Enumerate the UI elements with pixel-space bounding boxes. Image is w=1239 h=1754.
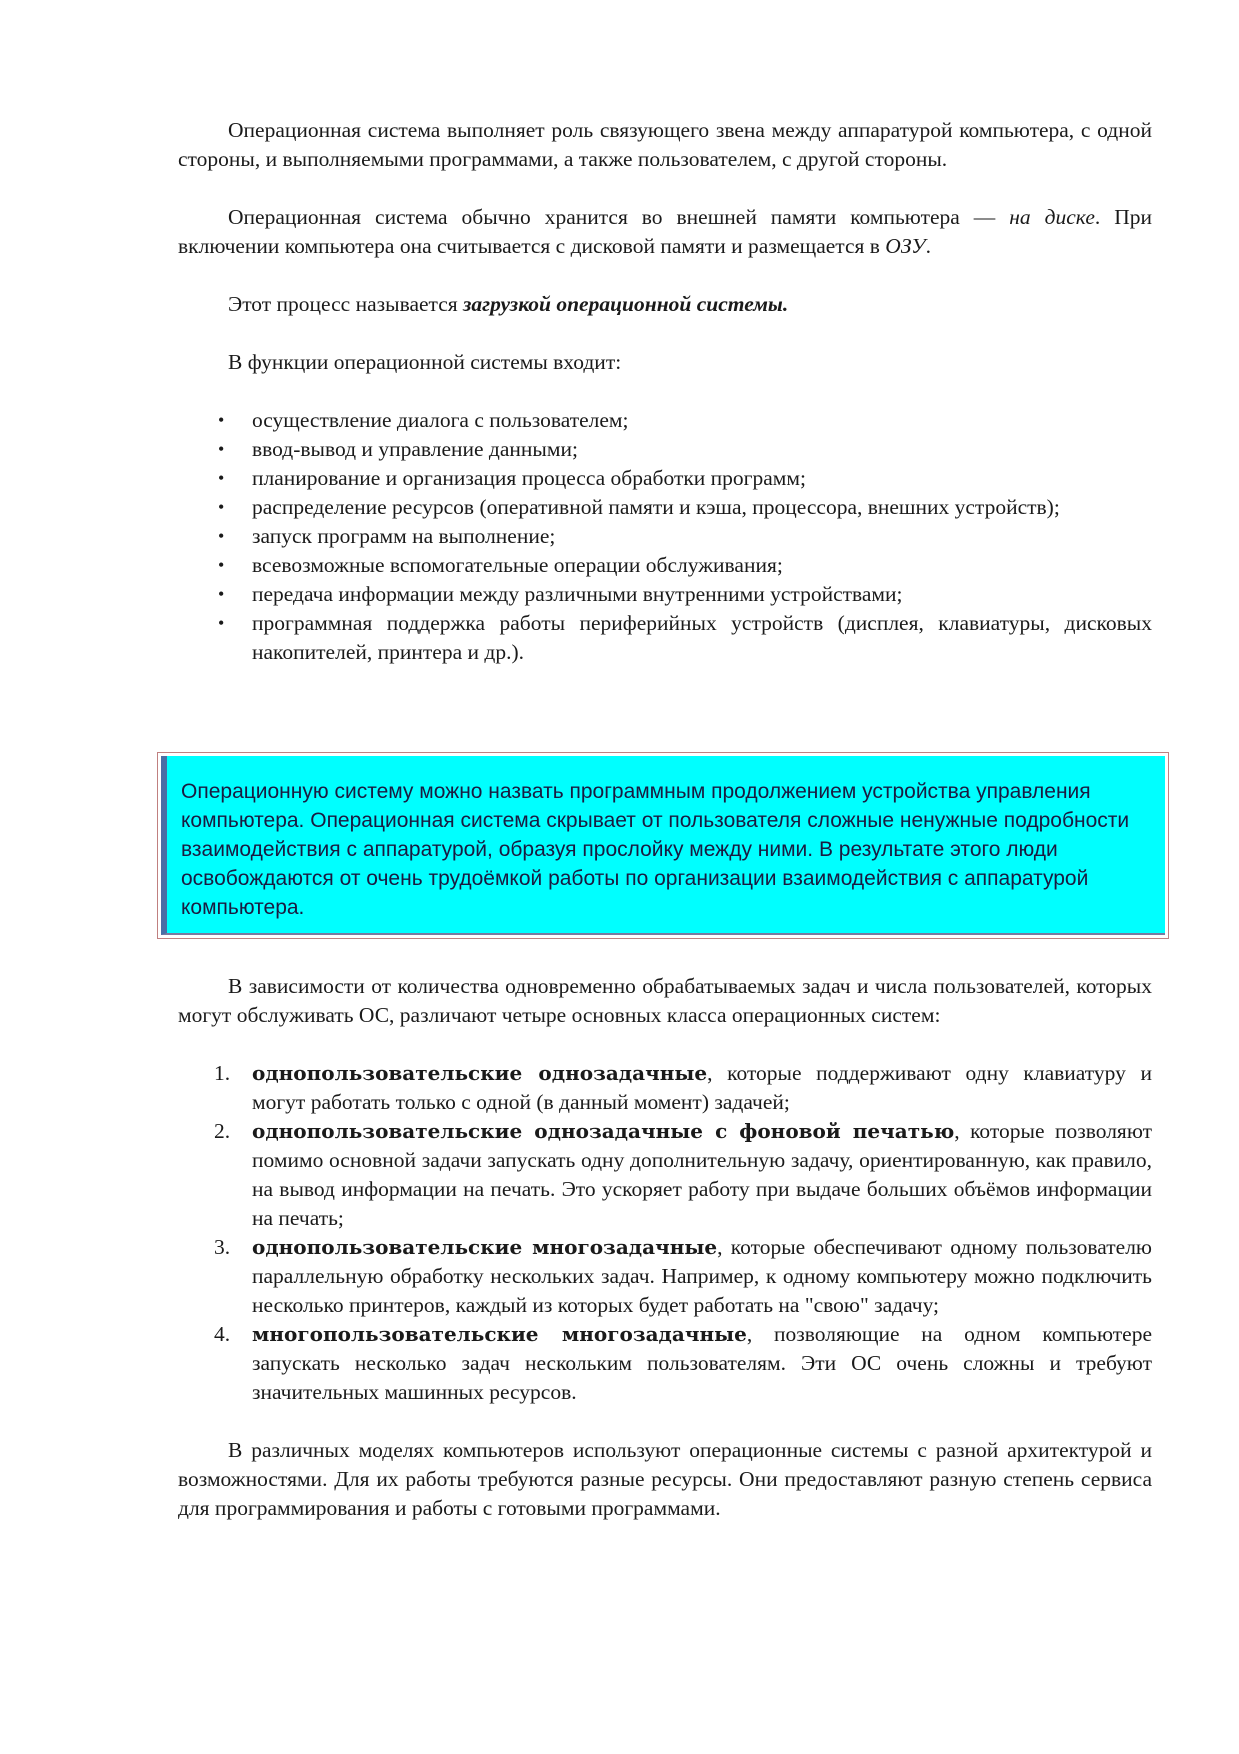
list-item-text: запуск программ на выполнение; <box>252 524 556 548</box>
paragraph-os-storage-text-a: Операционная система обычно хранится во внешней памяти компьютера — <box>228 205 1010 229</box>
list-item <box>178 551 1152 580</box>
list-item-text: программная поддержка работы периферийных устройств (дисплея, клавиатуры, дисковых накопителей, принтера и др.). <box>252 611 1152 664</box>
list-item <box>178 522 1152 551</box>
os-class-desc: , которые позволяют помимо основной задачи запускать одну дополнительную задачу, ориентированную, как правило, на вывод информации на печать. Это ускоряет работу при выдаче больших объёмов информации на печать; <box>252 1119 1152 1230</box>
list-item <box>178 435 1152 464</box>
bullet-icon: • <box>218 555 225 575</box>
list-number: 2. <box>214 1119 231 1143</box>
bullet-icon: • <box>218 497 225 517</box>
paragraph-os-classes-intro: В зависимости от количества одновременно обрабатываемых задач и числа пользователей, которых могут обслуживать ОС, различают четыре основных класса операционных систем: <box>178 974 1152 1027</box>
paragraph-os-loading <box>178 290 1152 319</box>
list-item <box>178 1320 1152 1407</box>
list-item <box>178 1117 1152 1233</box>
bullet-icon: • <box>218 410 225 430</box>
list-number: 3. <box>214 1235 231 1259</box>
callout-text: Операционную систему можно назвать программным продолжением устройства управления компьютера. Операционная система скрывает от пользователя сложные ненужные подробности взаимодействия с аппаратурой, образуя прослойку между ними. В результате этого люди освобождаются от очень трудоёмкой работы по организации взаимодействия с аппаратурой компьютера. <box>161 756 1165 935</box>
os-class-term: однопользовательские однозадачные <box>252 1061 708 1085</box>
paragraph-os-storage-text-c: . При включении компьютера она считывается с дисковой памяти и размещается в <box>178 205 1152 258</box>
lower-content <box>178 972 1152 1523</box>
list-item <box>178 1233 1152 1320</box>
list-item-text: планирование и организация процесса обработки программ; <box>252 466 806 490</box>
term-ram: ОЗУ <box>885 234 926 258</box>
paragraph-os-storage <box>178 203 1152 261</box>
os-functions-list <box>178 406 1152 667</box>
paragraph-closing: В различных моделях компьютеров используют операционные системы с разной архитектурой и возможностями. Для их работы требуются разные ресурсы. Они предоставляют разную степень сервиса для программирования и работы с готовыми программами. <box>178 1438 1152 1520</box>
os-class-term: однопользовательские однозадачные с фоновой печатью <box>252 1119 955 1143</box>
callout-box <box>157 752 1169 939</box>
bullet-icon: • <box>218 613 225 633</box>
list-item-text: ввод-вывод и управление данными; <box>252 437 578 461</box>
list-item <box>178 464 1152 493</box>
list-item <box>178 1059 1152 1117</box>
os-class-term: многопользовательские многозадачные <box>252 1322 747 1346</box>
list-number: 1. <box>214 1061 231 1085</box>
list-item <box>178 493 1152 522</box>
paragraph-os-storage-text-e: . <box>925 234 932 258</box>
term-os-loading: загрузкой операционной системы. <box>463 292 789 316</box>
paragraph-os-loading-text: Этот процесс называется <box>228 292 463 316</box>
bullet-icon: • <box>218 439 225 459</box>
os-class-term: однопользовательские многозадачные <box>252 1235 718 1259</box>
paragraph-os-functions-intro: В функции операционной системы входит: <box>228 350 622 374</box>
paragraph-os-role: Операционная система выполняет роль связующего звена между аппаратурой компьютера, с одной стороны, и выполняемыми программами, а также пользователем, с другой стороны. <box>178 118 1152 171</box>
os-classes-list <box>178 1059 1152 1407</box>
list-item-text: передача информации между различными внутренними устройствами; <box>252 582 903 606</box>
list-item-text: всевозможные вспомогательные операции обслуживания; <box>252 553 783 577</box>
list-item-text: осуществление диалога с пользователем; <box>252 408 629 432</box>
list-item <box>178 609 1152 667</box>
bullet-icon: • <box>218 584 225 604</box>
os-class-desc: , которые обеспечивают одному пользователю параллельную обработку нескольких задач. Например, к одному компьютеру можно подключить несколько принтеров, каждый из которых будет работать на "свою" задачу; <box>252 1235 1152 1317</box>
term-on-disk: на диске <box>1009 205 1095 229</box>
list-item <box>178 580 1152 609</box>
os-class-desc: , которые поддерживают одну клавиатуру и могут работать только с одной (в данный момент) задачей; <box>252 1061 1152 1114</box>
list-item-text: распределение ресурсов (оперативной памяти и кэша, процессора, внешних устройств); <box>252 495 1060 519</box>
bullet-icon: • <box>218 526 225 546</box>
bullet-icon: • <box>218 468 225 488</box>
list-number: 4. <box>214 1322 231 1346</box>
os-class-desc: , позволяющие на одном компьютере запускать несколько задач нескольким пользователям. Эти ОС очень сложны и требуют значительных машинных ресурсов. <box>252 1322 1152 1404</box>
upper-content <box>178 116 1152 667</box>
list-item <box>178 406 1152 435</box>
